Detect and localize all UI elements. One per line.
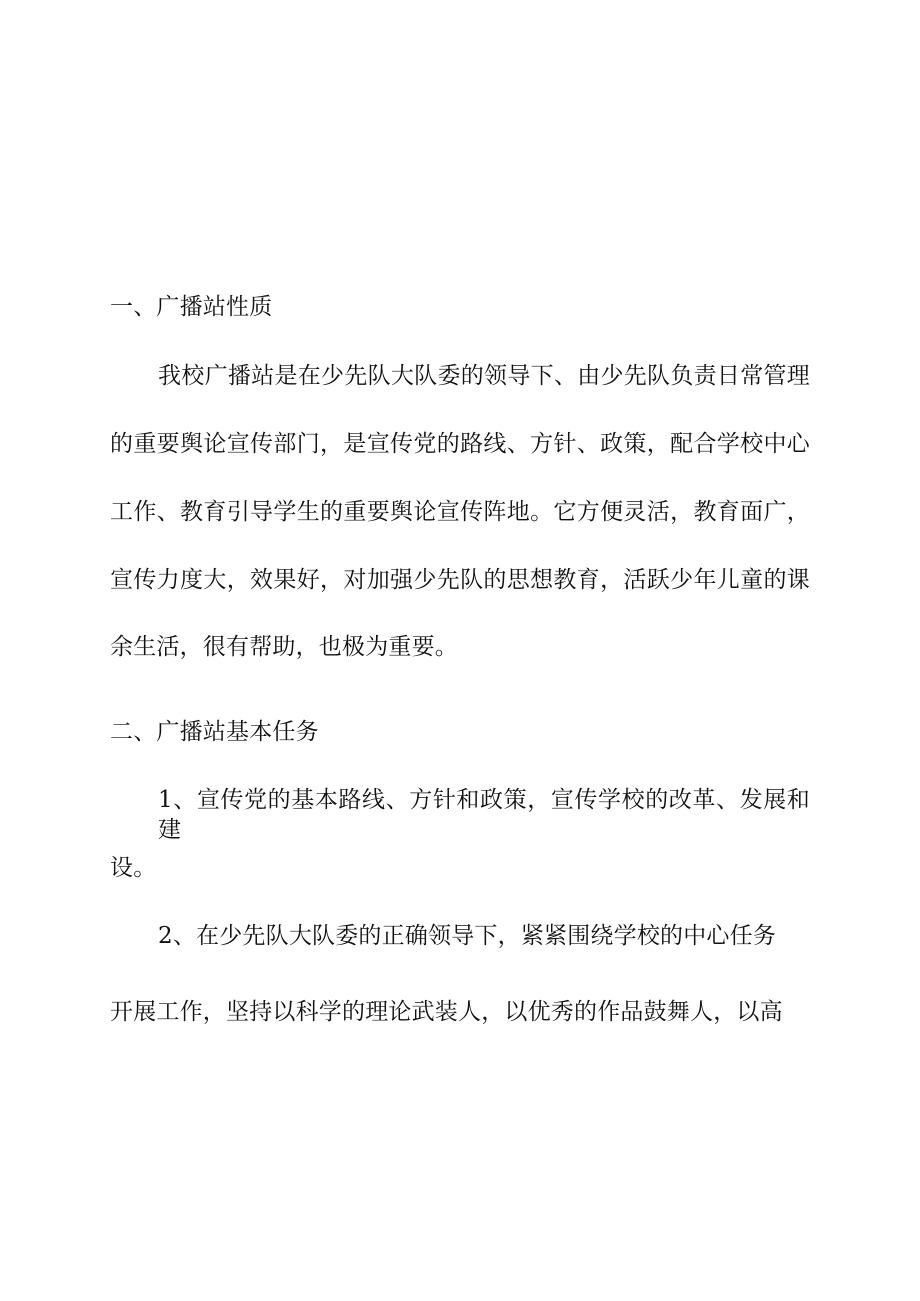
list-item-line: 1、宣传党的基本路线、方针和政策，宣传学校的改革、发展和建 <box>158 787 810 843</box>
list-item-line: 开展工作，坚持以科学的理论武装人，以优秀的作品鼓舞人，以高 <box>110 999 783 1025</box>
paragraph-line: 宣传力度大，效果好，对加强少先队的思想教育，活跃少年儿童的课 <box>110 567 810 593</box>
paragraph-line: 我校广播站是在少先队大队委的领导下、由少先队负责日常管理 <box>158 363 810 389</box>
paragraph-line: 的重要舆论宣传部门，是宣传党的路线、方针、政策，配合学校中心 <box>110 431 810 457</box>
section-heading-1: 一、广播站性质 <box>110 294 273 320</box>
list-item-line: 设。 <box>110 855 157 881</box>
list-item-line: 2、在少先队大队委的正确领导下，紧紧围绕学校的中心任务 <box>158 923 777 949</box>
paragraph-line: 工作、教育引导学生的重要舆论宣传阵地。它方便灵活，教育面广， <box>110 499 810 525</box>
paragraph-line: 余生活，很有帮助，也极为重要。 <box>110 634 458 660</box>
section-heading-2: 二、广播站基本任务 <box>110 719 319 745</box>
